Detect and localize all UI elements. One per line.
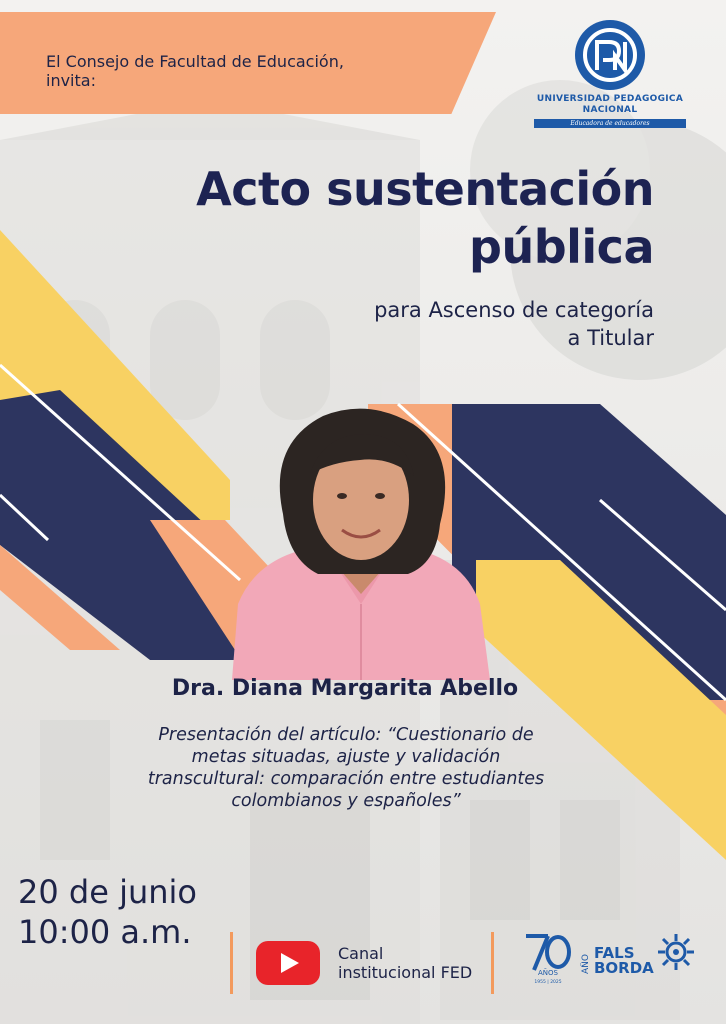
channel-line-1: Canal [338, 944, 384, 963]
university-logo [528, 18, 692, 130]
speaker-photo [228, 404, 494, 680]
event-date: 20 de junio [18, 873, 197, 911]
fals-line-2: BORDA [594, 959, 654, 977]
fals-emblem-icon [658, 934, 694, 970]
invite-line-2: invita: [46, 71, 96, 90]
subtitle [154, 296, 654, 352]
subtitle-line-1: para Ascenso de categoría [374, 298, 654, 322]
article-line-2: metas situadas, ajuste y validación [191, 747, 501, 767]
event-time: 10:00 a.m. [18, 913, 192, 951]
event-datetime [18, 872, 278, 952]
anniversary-years: 1955 | 2025 [534, 980, 562, 984]
speaker-name: Dra. Diana Margarita Abello [171, 676, 519, 701]
divider-right [491, 932, 494, 994]
logo-motto: Educadora de educadores [534, 119, 686, 128]
title-line-2: pública [469, 220, 654, 274]
channel-line-2: institucional FED [338, 963, 473, 982]
youtube-icon[interactable] [256, 941, 320, 985]
divider-left [230, 932, 233, 994]
logo-name-line-2: NACIONAL [582, 105, 638, 115]
article-description [66, 724, 626, 812]
subtitle-line-2: a Titular [567, 326, 654, 350]
invite-text [46, 52, 466, 90]
channel-link[interactable] [338, 944, 498, 982]
article-line-1: Presentación del artículo: “Cuestionario de [158, 725, 534, 745]
fals-prefix: AÑO [581, 954, 591, 974]
anniversary-70-logo [522, 930, 574, 984]
article-line-3: transcultural: comparación entre estudiantes [147, 769, 545, 789]
fals-line-1: FALS [594, 944, 635, 962]
invite-line-1: El Consejo de Facultad de Educación, [46, 52, 344, 71]
logo-name-line-1: UNIVERSIDAD PEDAGOGICA [536, 94, 684, 104]
article-line-4: colombianos y españoles” [231, 791, 461, 811]
anniversary-label: AÑOS [538, 969, 558, 977]
upn-logo-icon [573, 18, 647, 92]
fals-borda-logo [580, 926, 700, 986]
page-title [34, 160, 654, 276]
title-line-1: Acto sustentación [196, 162, 654, 216]
